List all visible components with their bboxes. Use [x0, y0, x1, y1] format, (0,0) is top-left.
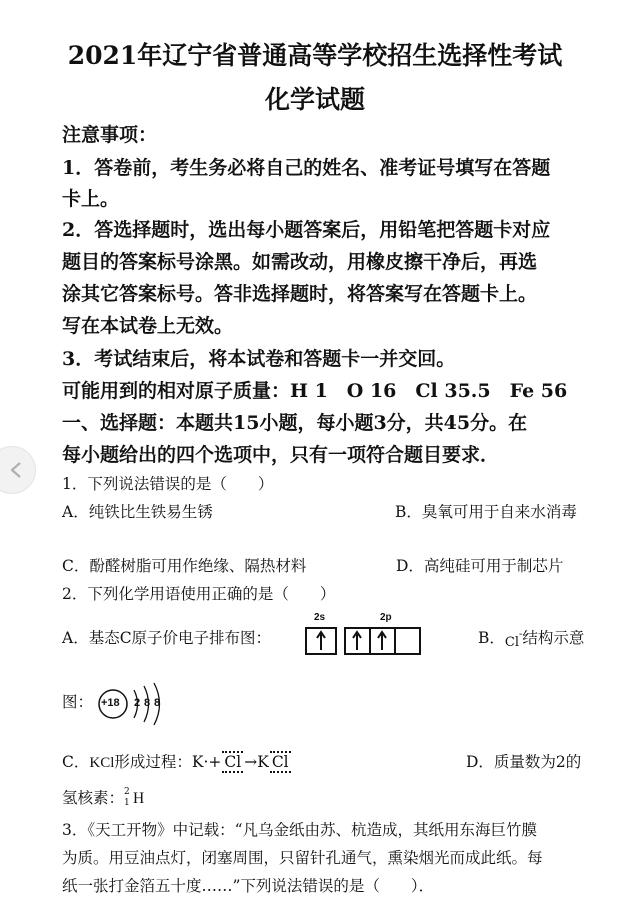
orbital-diagram [305, 626, 423, 656]
question-1-option-a: A．纯铁比生铁易生锈 [62, 503, 213, 521]
option-b-prefix: B． [478, 629, 505, 647]
question-1-option-c: C．酚醛树脂可用作绝缘、隔热材料 [62, 557, 307, 575]
exam-title-line1: 2021年辽宁省普通高等学校招生选择性考试 [67, 41, 563, 70]
orbital-label-2p: 2p [380, 612, 392, 623]
section-heading-cont: 每小题给出的四个选项中，只有一项符合题目要求． [62, 444, 500, 466]
chloride-ion: Cl [504, 635, 519, 650]
hydrogen-symbol: H [133, 790, 145, 807]
question-2-option-a: A．基态C原子价电子排布图： [62, 629, 272, 647]
question-1-option-b: B．臭氧可用于自来水消毒 [395, 503, 577, 521]
notice-item-2: 2．答选择题时，选出每小题答案后，用铅笔把答题卡对应 [62, 219, 551, 241]
shell-2-electrons: 8 [144, 697, 151, 709]
notice-heading: 注意事项： [62, 124, 158, 146]
nucleus-charge: +18 [101, 697, 120, 709]
notice-item-2-cont3: 写在本试卷上无效。 [62, 315, 234, 337]
notice-item-2-cont2: 涂其它答案标号。答非选择题时，将答案写在答题卡上。 [62, 283, 538, 305]
question-2-option-b-cont: 图： [62, 693, 94, 711]
chlorine-atom-dots: Cl [224, 753, 242, 771]
atomic-number: 1 [124, 798, 130, 808]
previous-page-button[interactable] [0, 446, 36, 494]
chloride-ion-dots: Cl [271, 753, 289, 771]
option-d-label: 氢核素： [62, 789, 125, 807]
question-3-stem-cont1: 为质。用豆油点灯，闭塞周围，只留针孔通气，熏染烟光而成此纸。每 [62, 849, 543, 867]
question-1-stem: 1．下列说法错误的是（ ） [62, 475, 274, 493]
question-3-stem: 3．《天工开物》中记载：“凡乌金纸由苏、杭造成，其纸用东海巨竹膜 [62, 821, 538, 839]
notice-item-1: 1．答卷前，考生务必将自己的姓名、准考证号填写在答题 [62, 157, 551, 179]
equation-left: K·+ [191, 753, 222, 771]
notice-item-2-cont1: 题目的答案标号涂黑。如需改动，用橡皮擦干净后，再选 [62, 251, 538, 273]
question-3-stem-cont2: 纸一张打金箔五十度……”下列说法错误的是（ ）． [62, 877, 435, 895]
question-2-option-d-cont [62, 786, 144, 808]
option-c-prefix: C． [62, 753, 90, 771]
exam-title-line2: 化学试题 [264, 85, 365, 114]
question-1-option-d: D．高纯硅可用于制芯片 [396, 557, 564, 575]
equation-arrow: →K [244, 753, 269, 771]
question-2-stem: 2．下列化学用语使用正确的是（ ） [62, 585, 336, 603]
question-2-option-b [478, 626, 584, 648]
shell-3-electrons: 8 [154, 697, 161, 709]
chloride-structure-diagram [96, 682, 176, 726]
kcl-formula: KCl [89, 755, 115, 771]
notice-item-1-cont: 卡上。 [62, 188, 120, 210]
atomic-masses: 可能用到的相对原子质量：H 1 O 16 Cl 35.5 Fe 56 [62, 380, 568, 402]
section-heading: 一、选择题：本题共15小题，每小题3分，共45分。在 [62, 412, 528, 434]
orbital-label-2s: 2s [314, 612, 326, 623]
chevron-left-icon [9, 462, 23, 478]
notice-item-3: 3．考试结束后，将本试卷和答题卡一并交回。 [62, 348, 456, 370]
option-b-suffix: 结构示意 [522, 629, 585, 647]
question-2-option-c [62, 750, 292, 772]
mass-number: 2 [124, 787, 130, 797]
question-2-option-d: D．质量数为2的 [466, 753, 582, 771]
option-c-text: 形成过程： [114, 753, 192, 771]
chloride-charge: - [519, 628, 523, 640]
shell-1-electrons: 2 [134, 697, 141, 709]
